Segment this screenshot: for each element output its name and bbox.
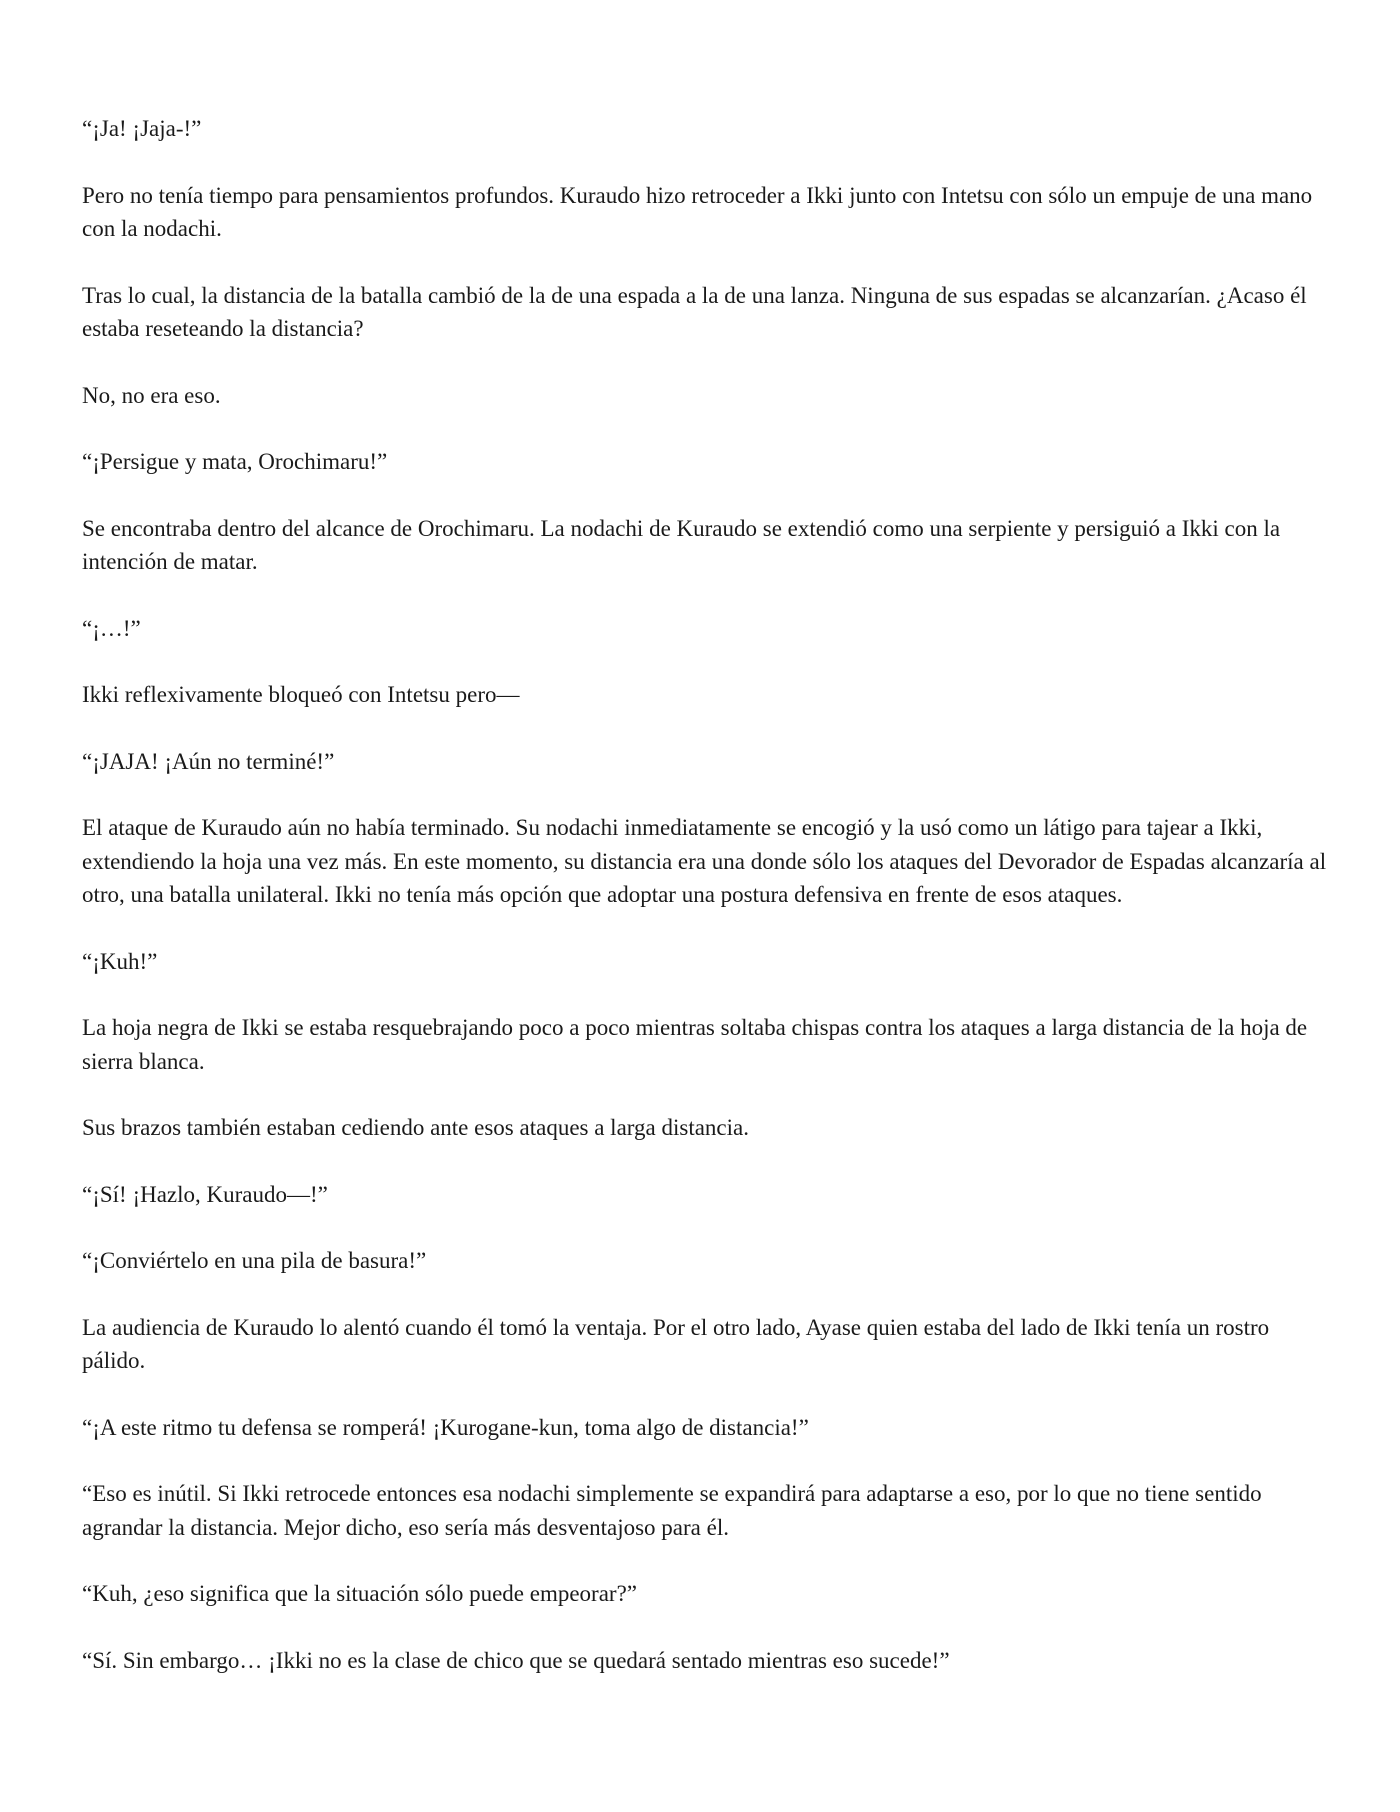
paragraph: No, no era eso.: [82, 382, 221, 408]
paragraph: Sus brazos también estaban cediendo ante esos ataques a larga distancia.: [82, 1115, 749, 1140]
paragraph: “¡A este ritmo tu defensa se romperá! ¡Kurogane-kun, toma algo de distancia!”: [82, 1414, 809, 1440]
paragraph: Pero no tenía tiempo para pensamientos profundos. Kuraudo hizo retroceder a Ikki junto con Intetsu con sólo un empuje de una mano con la nodachi.: [82, 182, 1313, 241]
paragraph: “¡…!”: [82, 615, 141, 641]
paragraph: “Kuh, ¿eso significa que la situación sólo puede empeorar?”: [82, 1581, 637, 1606]
paragraph: “Sí. Sin embargo… ¡Ikki no es la clase de chico que se quedará sentado mientras eso sucede!”: [82, 1647, 950, 1673]
paragraph: El ataque de Kuraudo aún no había terminado. Su nodachi inmediatamente se encogió y la usó como un látigo para tajear a Ikki, extendiendo la hoja una vez más. En este momento, su distancia era una donde sólo los ataques del Devorador de Espadas alcanzaría al otro, una batalla unilateral. Ikki no tenía más opción que adoptar una postura defensiva en frente de esos ataques.: [82, 815, 1327, 907]
paragraph: “¡Persigue y mata, Orochimaru!”: [82, 449, 388, 474]
paragraph: “¡Conviértelo en una pila de basura!”: [82, 1248, 427, 1273]
paragraph: La audiencia de Kuraudo lo alentó cuando él tomó la ventaja. Por el otro lado, Ayase quien estaba del lado de Ikki tenía un rostro pálido.: [82, 1314, 1270, 1373]
paragraph: “¡JAJA! ¡Aún no terminé!”: [82, 748, 335, 774]
paragraph: “¡Kuh!”: [82, 948, 158, 974]
paragraph: “¡Ja! ¡Jaja-!”: [82, 116, 202, 141]
paragraph: “¡Sí! ¡Hazlo, Kuraudo—!”: [82, 1181, 328, 1207]
paragraph: “Eso es inútil. Si Ikki retrocede entonces esa nodachi simplemente se expandirá para adaptarse a eso, por lo que no tiene sentido agrandar la distancia. Mejor dicho, eso sería más desventajoso para él.: [82, 1481, 1262, 1540]
paragraph: Se encontraba dentro del alcance de Orochimaru. La nodachi de Kuraudo se extendió como una serpiente y persiguió a Ikki con la intención de matar.: [82, 515, 1281, 574]
paragraph: Tras lo cual, la distancia de la batalla cambió de la de una espada a la de una lanza. Ninguna de sus espadas se alcanzarían. ¿Acaso él estaba reseteando la distancia?: [82, 282, 1307, 341]
paragraph: La hoja negra de Ikki se estaba resquebrajando poco a poco mientras soltaba chispas contra los ataques a larga distancia de la hoja de sierra blanca.: [82, 1015, 1308, 1074]
document-page: [82, 112, 1332, 1710]
paragraph: Ikki reflexivamente bloqueó con Intetsu pero—: [82, 682, 520, 707]
